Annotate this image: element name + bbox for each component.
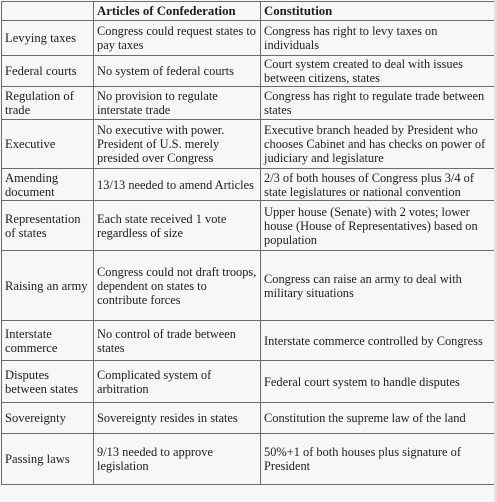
row-topic: Federal courts [2, 56, 94, 87]
table-row [2, 56, 496, 87]
articles-cell: No provision to regulate interstate trade [94, 87, 261, 120]
header-corner-cell [2, 2, 94, 21]
table-row [2, 361, 496, 403]
row-topic: Passing laws [2, 434, 94, 485]
row-topic: Regulation of trade [2, 87, 94, 120]
constitution-cell: 50%+1 of both houses plus signature of President [261, 434, 496, 485]
row-topic: Representation of states [2, 201, 94, 251]
table-row [2, 321, 496, 361]
table-header-row [2, 2, 496, 21]
articles-cell: 9/13 needed to approve legislation [94, 434, 261, 485]
row-topic: Raising an army [2, 251, 94, 321]
articles-cell: Sovereignty resides in states [94, 403, 261, 434]
constitution-cell: Constitution the supreme law of the land [261, 403, 496, 434]
comparison-table [1, 1, 496, 485]
constitution-cell: Federal court system to handle disputes [261, 361, 496, 403]
row-topic: Sovereignty [2, 403, 94, 434]
table-row [2, 120, 496, 169]
constitution-cell: Court system created to deal with issues between citizens, states [261, 56, 496, 87]
row-topic: Amending document [2, 169, 94, 201]
row-topic: Interstate commerce [2, 321, 94, 361]
constitution-cell: 2/3 of both houses of Congress plus 3/4 of state legislatures or national convention [261, 169, 496, 201]
articles-cell: Congress could not draft troops, dependent on states to contribute forces [94, 251, 261, 321]
table-row [2, 434, 496, 485]
row-topic: Levying taxes [2, 21, 94, 56]
articles-cell: Each state received 1 vote regardless of size [94, 201, 261, 251]
constitution-cell: Congress has right to levy taxes on individuals [261, 21, 496, 56]
table-row [2, 201, 496, 251]
articles-cell: No system of federal courts [94, 56, 261, 87]
header-constitution: Constitution [261, 2, 496, 21]
constitution-cell: Congress has right to regulate trade between states [261, 87, 496, 120]
articles-cell: 13/13 needed to amend Articles [94, 169, 261, 201]
articles-cell: No control of trade between states [94, 321, 261, 361]
articles-cell: Congress could request states to pay taxes [94, 21, 261, 56]
table-row [2, 403, 496, 434]
table-row [2, 169, 496, 201]
constitution-cell: Interstate commerce controlled by Congress [261, 321, 496, 361]
table-row [2, 21, 496, 56]
row-topic: Executive [2, 120, 94, 169]
table-row [2, 251, 496, 321]
row-topic: Disputes between states [2, 361, 94, 403]
articles-cell: No executive with power. President of U.S. merely presided over Congress [94, 120, 261, 169]
header-articles: Articles of Confederation [94, 2, 261, 21]
constitution-cell: Congress can raise an army to deal with military situations [261, 251, 496, 321]
table-row [2, 87, 496, 120]
constitution-cell: Upper house (Senate) with 2 votes; lower house (House of Representatives) based on population [261, 201, 496, 251]
constitution-cell: Executive branch headed by President who chooses Cabinet and has checks on power of judiciary and legislature [261, 120, 496, 169]
articles-cell: Complicated system of arbitration [94, 361, 261, 403]
